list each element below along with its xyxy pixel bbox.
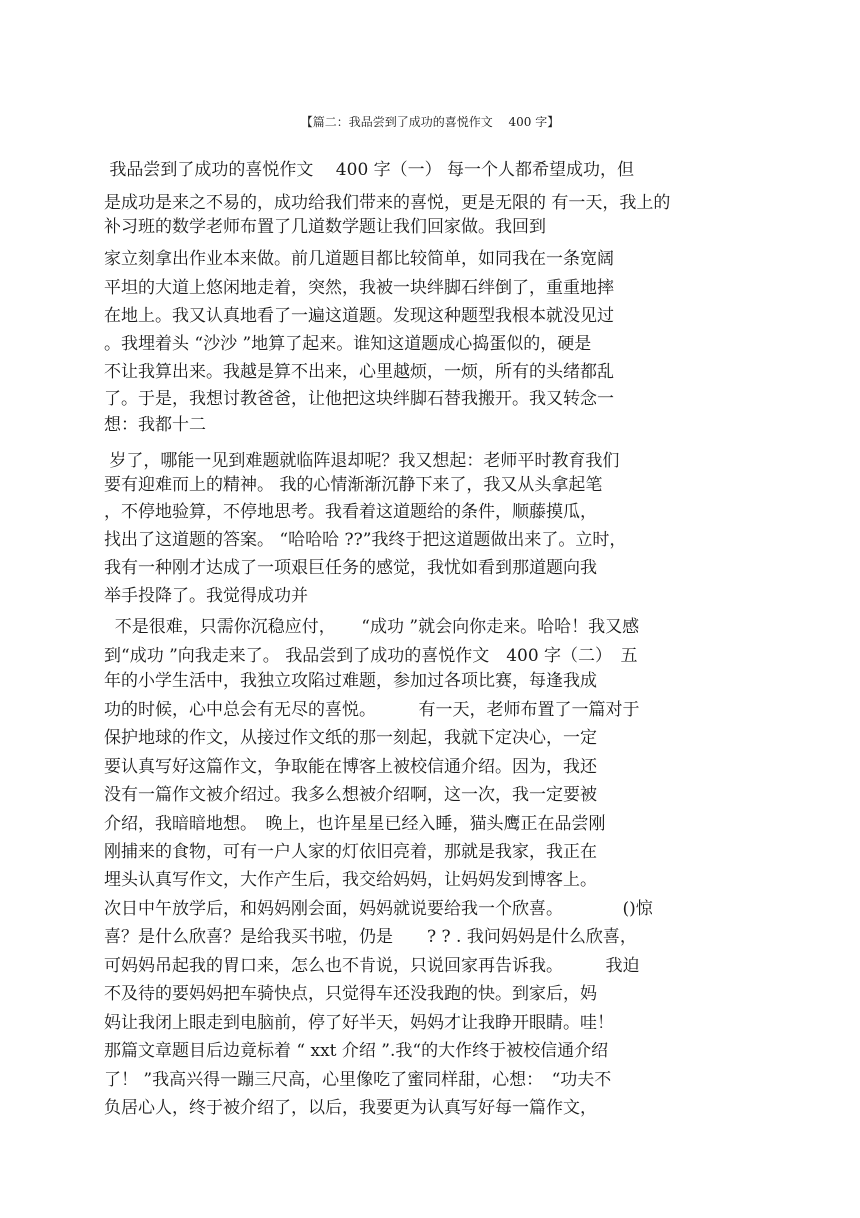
document-title: 【篇二：我品尝到了成功的喜悦作文 400 字】	[300, 115, 560, 129]
text-line-31: 妈让我闭上眼走到电脑前，停了好半天，妈妈才让我睁开眼睛。哇！	[104, 1013, 614, 1033]
text-line-16: 举手投降了。我觉得成功并	[104, 586, 308, 606]
text-line-24: 介绍，我暗暗地想。 晚上，也许星星已经入睡，猫头鹰正在品尝刚	[104, 814, 606, 834]
text-line-10: 想：我都十二	[104, 415, 206, 435]
text-line-23: 没有一篇作文被介绍过。我多么想被介绍啊，这一次，我一定要被	[104, 785, 597, 805]
text-line-4: 家立刻拿出作业本来做。前几道题目都比较简单，如同我在一条宽阔	[104, 249, 614, 269]
text-line-2: 是成功是来之不易的，成功给我们带来的喜悦，更是无限的 有一天，我上的	[104, 193, 671, 213]
text-line-9: 了。于是，我想讨教爸爸，让他把这块绊脚石替我搬开。我又转念一	[104, 389, 614, 409]
text-line-29: 可妈妈吊起我的胃口来，怎么也不肯说，只说回家再告诉我。 我迫	[104, 956, 640, 976]
text-line-25: 刚捕来的食物，可有一户人家的灯依旧亮着，那就是我家，我正在	[104, 842, 597, 862]
text-line-34: 负居心人，终于被介绍了，以后，我要更为认真写好每一篇作文，	[104, 1098, 597, 1118]
text-line-11: 岁了，哪能一见到难题就临阵退却呢？我又想起：老师平时教育我们	[104, 451, 620, 471]
text-line-15: 我有一种刚才达成了一项艰巨任务的感觉，我忧如看到那道题向我	[104, 558, 597, 578]
text-line-19: 年的小学生活中，我独立攻陷过难题，参加过各项比赛，每逢我成	[104, 671, 597, 691]
text-line-8: 不让我算出来。我越是算不出来，心里越烦，一烦，所有的头绪都乱	[104, 362, 614, 382]
text-line-12: 要有迎难而上的精神。 我的心情渐渐沉静下来了，我又从头拿起笔	[104, 475, 603, 495]
text-line-33: 了！ ”我高兴得一蹦三尺高，心里像吃了蜜同样甜，心想： “功夫不	[104, 1070, 612, 1090]
text-line-1: 我品尝到了成功的喜悦作文 400 字（一） 每一个人都希望成功，但	[104, 160, 635, 180]
text-line-26: 埋头认真写作文，大作产生后，我交给妈妈，让妈妈发到博客上。	[104, 870, 597, 890]
text-line-20: 功的时候，心中总会有无尽的喜悦。 有一天，老师布置了一篇对于	[104, 700, 640, 720]
text-line-22: 要认真写好这篇作文，争取能在博客上被校信通介绍。因为，我还	[104, 757, 597, 777]
text-line-32: 那篇文章题目后边竟标着 “ xxt 介绍 ”.我“的大作终于被校信通介绍	[104, 1041, 609, 1061]
text-line-21: 保护地球的作文，从接过作文纸的那一刻起，我就下定决心，一定	[104, 728, 597, 748]
text-line-18: 到“成功 ”向我走来了。 我品尝到了成功的喜悦作文 400 字（二） 五	[104, 646, 638, 666]
text-line-28: 喜？是什么欣喜？是给我买书啦，仍是 ? ? . 我问妈妈是什么欣喜，	[104, 927, 637, 947]
text-line-5: 平坦的大道上悠闲地走着，突然，我被一块绊脚石绊倒了，重重地摔	[104, 278, 614, 298]
text-line-14: 找出了这道题的答案。 “哈哈哈 ??”我终于把这道题做出来了。立时，	[104, 530, 627, 550]
text-line-13: ，不停地验算，不停地思考。我看着这道题给的条件，顺藤摸瓜，	[104, 502, 597, 522]
text-line-17: 不是很难，只需你沉稳应付， “成功 ”就会向你走来。哈哈！我又感	[104, 617, 640, 637]
text-line-6: 在地上。我又认真地看了一遍这道题。发现这种题型我根本就没见过	[104, 306, 614, 326]
text-line-7: 。我埋着头 “沙沙 ”地算了起来。谁知这道题成心捣蛋似的，硬是	[104, 334, 592, 354]
text-line-27: 次日中午放学后，和妈妈刚会面，妈妈就说要给我一个欣喜。 ()惊	[104, 899, 653, 919]
text-line-30: 不及待的要妈妈把车骑快点，只觉得车还没我跑的快。到家后，妈	[104, 984, 597, 1004]
text-line-3: 补习班的数学老师布置了几道数学题让我们回家做。我回到	[104, 217, 546, 237]
